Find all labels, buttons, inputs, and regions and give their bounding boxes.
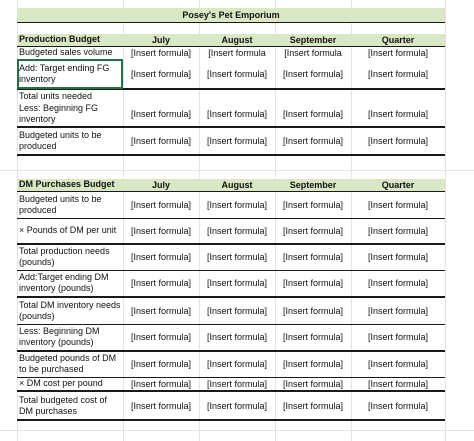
row-label[interactable]: Total DM inventory needs (pounds) (17, 297, 123, 324)
col-header-september: September (275, 179, 351, 191)
formula-cell[interactable]: [Insert formula] (199, 218, 275, 244)
formula-cell[interactable]: [Insert formula] (123, 244, 199, 270)
formula-cell[interactable]: [Insert formula] (123, 297, 199, 324)
formula-cell[interactable]: [Insert formula] (199, 324, 275, 351)
col-header-august: August (199, 179, 275, 191)
formula-cell[interactable]: [Insert formula] (367, 47, 429, 58)
row-label[interactable]: Total production needs (pounds) (17, 244, 123, 270)
table-row (17, 244, 445, 270)
table-row (17, 391, 445, 420)
formula-cell[interactable]: [Insert formula] (275, 102, 351, 127)
table-row (17, 191, 445, 218)
formula-cell[interactable]: [Insert formula] (275, 270, 351, 297)
formula-cell[interactable]: [Insert formula (208, 47, 266, 58)
formula-cell[interactable]: [Insert formula] (275, 324, 351, 351)
formula-cell[interactable]: [Insert formula] (351, 377, 445, 391)
formula-cell[interactable]: [Insert formula] (123, 102, 199, 127)
formula-cell[interactable]: [Insert formula] (199, 191, 275, 218)
formula-cell[interactable]: [Insert formula] (351, 191, 445, 218)
formula-cell[interactable]: [Insert formula] (123, 377, 199, 391)
formula-cell[interactable]: [Insert formula] (199, 102, 275, 127)
formula-cell[interactable]: [Insert formula] (123, 59, 199, 89)
gridline (0, 170, 474, 171)
dm-heading: DM Purchases Budget (17, 179, 123, 191)
row-label[interactable]: Budgeted units to be produced (17, 127, 123, 155)
formula-cell[interactable]: [Insert formula] (123, 324, 199, 351)
table-row (17, 89, 445, 102)
formula-cell[interactable] (123, 89, 199, 102)
formula-cell[interactable]: [Insert formula] (275, 191, 351, 218)
dm-header-row (17, 179, 445, 191)
row-label[interactable]: Less: Beginning FG inventory (17, 102, 123, 127)
formula-cell[interactable]: [Insert formula] (351, 59, 445, 89)
formula-cell[interactable]: [Insert formula] (123, 351, 199, 377)
production-heading: Production Budget (17, 34, 123, 46)
row-label[interactable]: Add:Target ending DM inventory (pounds) (17, 270, 123, 297)
formula-cell[interactable]: [Insert formula] (123, 270, 199, 297)
formula-cell[interactable]: [Insert formula] (351, 102, 445, 127)
formula-cell[interactable]: [Insert formula] (351, 391, 445, 420)
formula-cell[interactable]: [Insert formula (284, 47, 342, 58)
col-header-july: July (123, 34, 199, 46)
row-label[interactable]: Budgeted units to be produced (17, 191, 123, 218)
table-row (17, 127, 445, 155)
formula-cell[interactable] (199, 89, 275, 102)
production-header-row (17, 34, 445, 46)
formula-cell[interactable]: [Insert formula] (275, 244, 351, 270)
dm-purchases-budget-table (17, 179, 445, 421)
formula-cell[interactable]: [Insert formula] (199, 270, 275, 297)
col-header-quarter: Quarter (351, 34, 445, 46)
table-row (17, 270, 445, 297)
formula-cell[interactable]: [Insert formula] (199, 351, 275, 377)
formula-cell[interactable]: [Insert formula] (199, 377, 275, 391)
gridline (445, 0, 446, 441)
table-row (17, 102, 445, 127)
formula-cell[interactable]: [Insert formula] (130, 47, 192, 58)
formula-cell[interactable]: [Insert formula] (123, 127, 199, 155)
formula-cell[interactable]: [Insert formula] (199, 391, 275, 420)
table-row (17, 46, 445, 59)
table-row (17, 324, 445, 351)
formula-cell[interactable]: [Insert formula] (275, 59, 351, 89)
col-header-quarter: Quarter (351, 179, 445, 191)
production-budget-table (17, 34, 445, 156)
col-header-august: August (199, 34, 275, 46)
row-label[interactable]: Less: Beginning DM inventory (pounds) (17, 324, 123, 351)
row-label[interactable]: Add: Target ending FG inventory (17, 59, 123, 89)
col-header-july: July (123, 179, 199, 191)
formula-cell[interactable]: [Insert formula] (199, 244, 275, 270)
row-label[interactable]: × Pounds of DM per unit (17, 218, 123, 244)
formula-cell[interactable]: [Insert formula] (351, 244, 445, 270)
row-label[interactable]: Total units needed (19, 90, 93, 101)
table-row (17, 377, 445, 391)
formula-cell[interactable] (351, 89, 445, 102)
formula-cell[interactable]: [Insert formula] (275, 297, 351, 324)
formula-cell[interactable]: [Insert formula] (351, 351, 445, 377)
formula-cell[interactable]: [Insert formula] (123, 218, 199, 244)
table-row (17, 59, 445, 89)
formula-cell[interactable]: [Insert formula] (351, 270, 445, 297)
formula-cell[interactable]: [Insert formula] (199, 59, 275, 89)
row-label[interactable]: × DM cost per pound (17, 377, 123, 391)
formula-cell[interactable]: [Insert formula] (199, 127, 275, 155)
row-label[interactable]: Budgeted pounds of DM to be purchased (17, 351, 123, 377)
formula-cell[interactable]: [Insert formula] (351, 127, 445, 155)
title-table (17, 8, 445, 23)
col-header-september: September (275, 34, 351, 46)
row-label[interactable]: Budgeted sales volume (19, 47, 113, 58)
formula-cell[interactable]: [Insert formula] (275, 377, 351, 391)
formula-cell[interactable]: [Insert formula] (123, 391, 199, 420)
formula-cell[interactable]: [Insert formula] (123, 191, 199, 218)
formula-cell[interactable]: [Insert formula] (351, 297, 445, 324)
gridline (0, 430, 474, 431)
formula-cell[interactable]: [Insert formula] (275, 218, 351, 244)
formula-cell[interactable] (275, 89, 351, 102)
formula-cell[interactable]: [Insert formula] (351, 218, 445, 244)
formula-cell[interactable]: [Insert formula] (275, 391, 351, 420)
formula-cell[interactable]: [Insert formula] (351, 324, 445, 351)
row-label[interactable]: Total budgeted cost of DM purchases (17, 391, 123, 420)
table-row (17, 297, 445, 324)
formula-cell[interactable]: [Insert formula] (275, 127, 351, 155)
sheet-title: Posey's Pet Emporium (17, 8, 445, 22)
formula-cell[interactable]: [Insert formula] (199, 297, 275, 324)
table-row (17, 351, 445, 377)
table-row (17, 218, 445, 244)
formula-cell[interactable]: [Insert formula] (275, 351, 351, 377)
